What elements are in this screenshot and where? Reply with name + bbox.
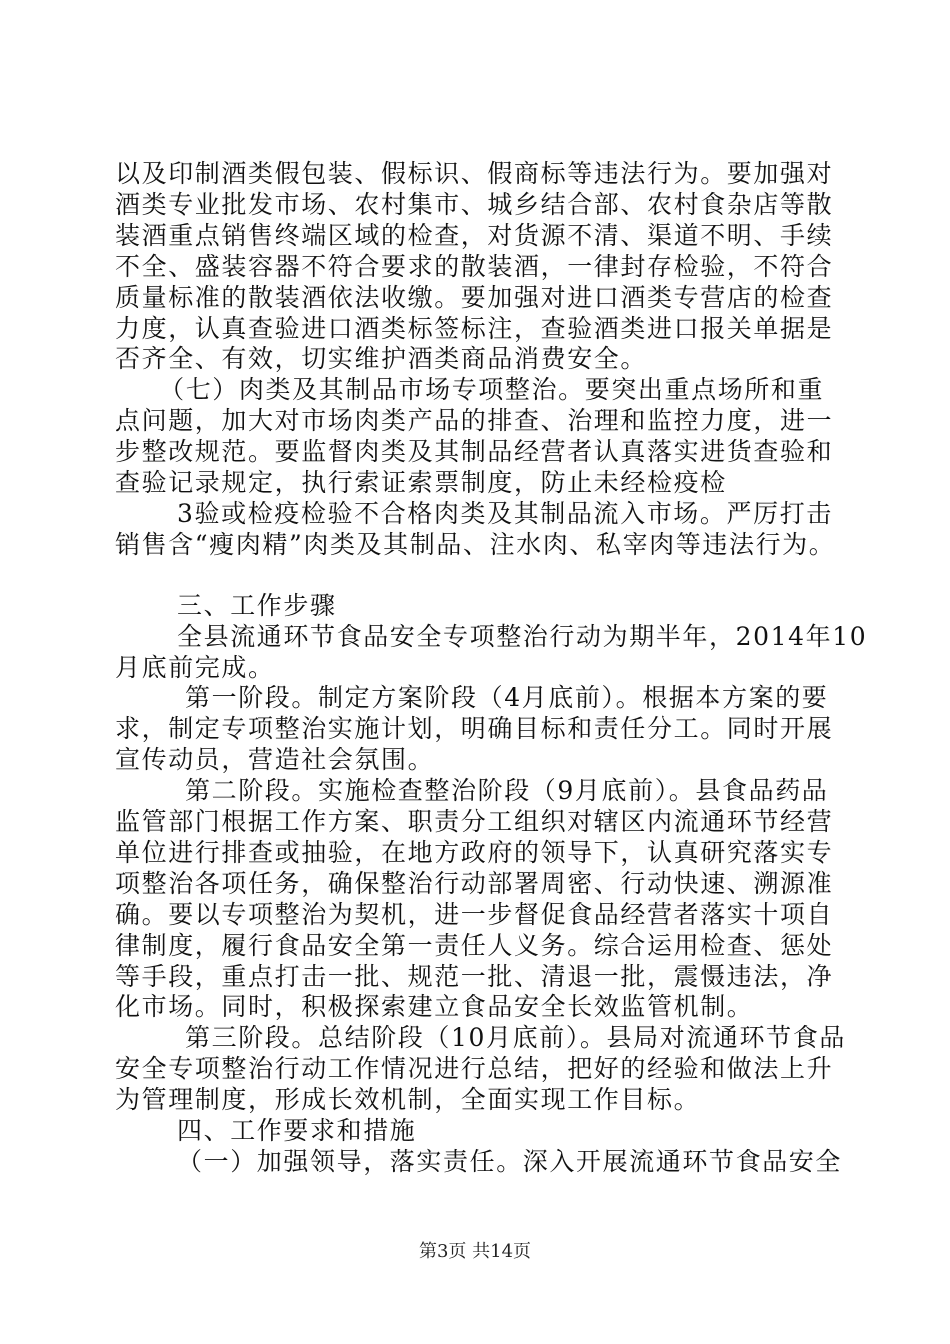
- body-text-line: 查验记录规定，执行索证索票制度，防止未经检疫检: [115, 468, 727, 497]
- section-heading: 四、工作要求和措施: [177, 1116, 417, 1145]
- body-text-line: 求，制定专项整治实施计划，明确目标和责任分工。同时开展: [115, 714, 834, 743]
- body-text-line: 安全专项整治行动工作情况进行总结，把好的经验和做法上升: [115, 1054, 834, 1083]
- body-text-line: 点问题，加大对市场肉类产品的排查、治理和监控力度，进一: [115, 406, 834, 435]
- body-text-line: 销售含“瘦肉精”肉类及其制品、注水肉、私宰肉等违法行为。: [115, 530, 836, 559]
- body-text-line: 化市场。同时，积极探索建立食品安全长效监管机制。: [115, 992, 754, 1021]
- body-text-line: 否齐全、有效，切实维护酒类商品消费安全。: [115, 344, 648, 373]
- body-text-line: 质量标准的散装酒依法收缴。要加强对进口酒类专营店的检查: [115, 283, 834, 312]
- body-text-line: 等手段，重点打击一批、规范一批、清退一批，震慑违法，净: [115, 962, 834, 991]
- stage-paragraph-start: 第三阶段。总结阶段（10月底前）。县局对流通环节食品: [185, 1023, 846, 1052]
- stage-paragraph-start: 第一阶段。制定方案阶段（4月底前）。根据本方案的要: [185, 683, 829, 712]
- body-text-line: 步整改规范。要监督肉类及其制品经营者认真落实进货查验和: [115, 437, 834, 466]
- body-text-line: 装酒重点销售终端区域的检查，对货源不清、渠道不明、手续: [115, 221, 834, 250]
- body-text-line: 不全、盛装容器不符合要求的散装酒，一律封存检验，不符合: [115, 252, 834, 281]
- stage-paragraph-start: 第二阶段。实施检查整治阶段（9月底前）。县食品药品: [185, 776, 829, 805]
- body-text-line: 月底前完成。: [115, 653, 275, 682]
- body-text-line: 酒类专业批发市场、农村集市、城乡结合部、农村食杂店等散: [115, 190, 834, 219]
- body-text-line: 以及印制酒类假包装、假标识、假商标等违法行为。要加强对: [115, 159, 834, 188]
- body-text-line: 为管理制度，形成长效机制，全面实现工作目标。: [115, 1085, 701, 1114]
- body-text-line: 项整治各项任务，确保整治行动部署周密、行动快速、溯源准: [115, 869, 834, 898]
- body-text-line: 宣传动员，营造社会氛围。: [115, 745, 435, 774]
- body-text-line: 全县流通环节食品安全专项整治行动为期半年，2014年10: [177, 622, 868, 651]
- section-paragraph-start: （七）肉类及其制品市场专项整治。要突出重点场所和重: [145, 375, 825, 404]
- body-text-line: 监管部门根据工作方案、职责分工组织对辖区内流通环节经营: [115, 807, 834, 836]
- section-heading: 三、工作步骤: [177, 591, 337, 620]
- body-text-line: 确。要以专项整治为契机，进一步督促食品经营者落实十项自: [115, 900, 834, 929]
- body-text-line: （一）加强领导，落实责任。深入开展流通环节食品安全: [177, 1147, 843, 1176]
- body-text-line: 3验或检疫检验不合格肉类及其制品流入市场。严厉打击: [177, 499, 833, 528]
- page-number-footer: 第3页 共14页: [418, 1241, 532, 1262]
- body-text-line: 律制度，履行食品安全第一责任人义务。综合运用检查、惩处: [115, 931, 834, 960]
- body-text-line: 单位进行排查或抽验，在地方政府的领导下，认真研究落实专: [115, 838, 834, 867]
- body-text-line: 力度，认真查验进口酒类标签标注，查验酒类进口报关单据是: [115, 314, 834, 343]
